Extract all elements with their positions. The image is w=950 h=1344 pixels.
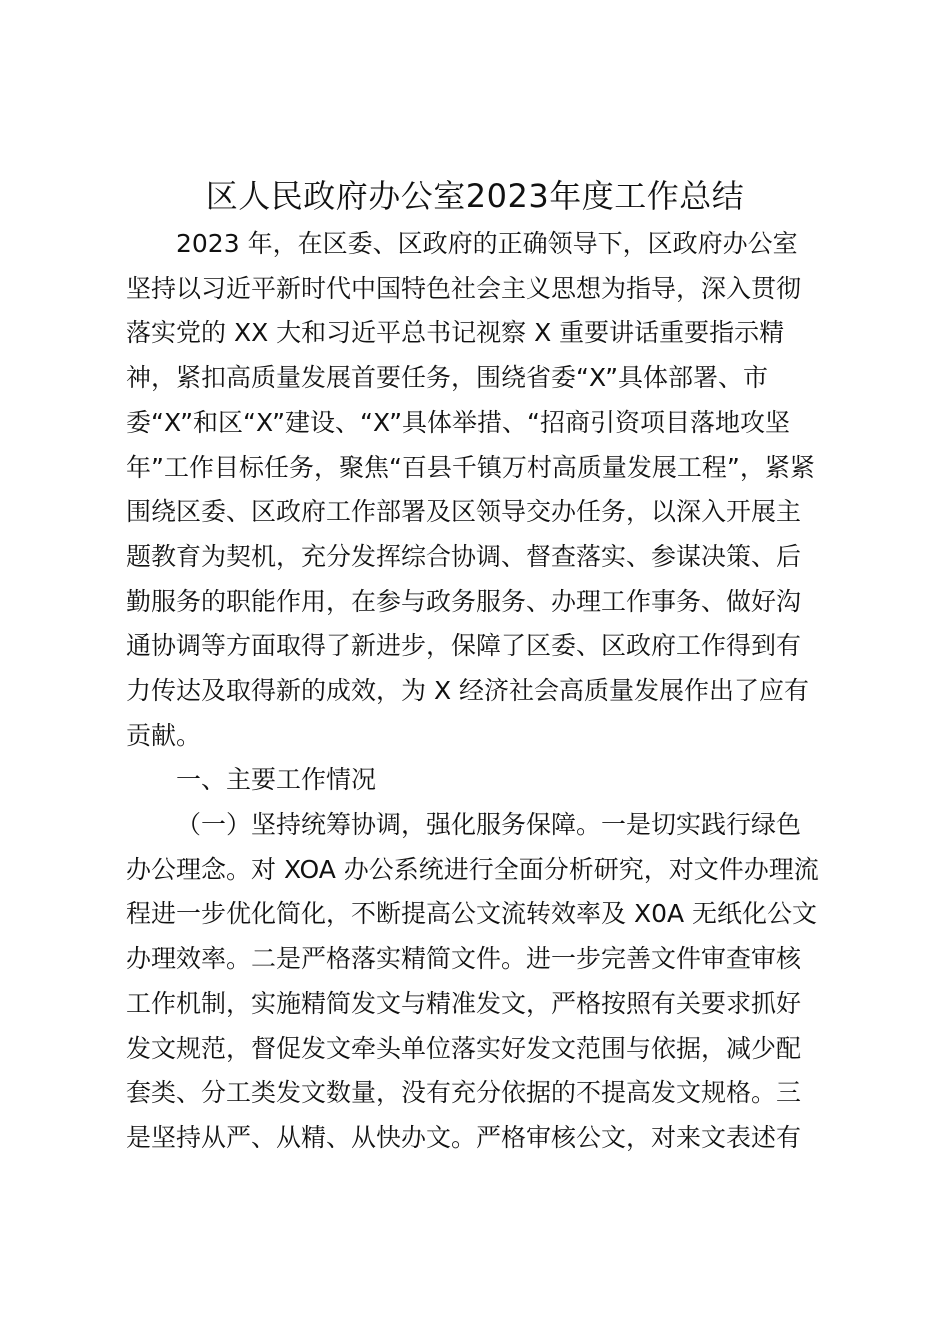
text-line: 是坚持从严、从精、从快办文。严格审核公文，对来文表述有	[126, 1122, 802, 1152]
text-line: 办理效率。二是严格落实精简文件。进一步完善文件审查审核	[126, 944, 802, 974]
text-line: 年”工作目标任务，聚焦“百县千镇万村高质量发展工程”，紧紧	[126, 452, 815, 482]
section-heading: 一、主要工作情况	[176, 765, 377, 794]
text-line: （一）坚持统筹协调，强化服务保障。一是切实践行绿色	[176, 810, 802, 839]
text-line: 勤服务的职能作用，在参与政务服务、办理工作事务、做好沟	[126, 586, 802, 616]
text-line: 力传达及取得新的成效，为 X 经济社会高质量发展作出了应有	[126, 676, 810, 706]
text-line: 贡献。	[126, 720, 202, 750]
text-line: 工作机制，实施精简发文与精准发文，严格按照有关要求抓好	[126, 988, 802, 1018]
text-line: 套类、分工类发文数量，没有充分依据的不提高发文规格。三	[126, 1078, 802, 1108]
text-line: 程进一步优化简化，不断提高公文流转效率及 X0A 无纸化公文	[126, 899, 818, 929]
document-title: 区人民政府办公室2023年度工作总结	[205, 177, 745, 215]
text-line: 通协调等方面取得了新进步，保障了区委、区政府工作得到有	[126, 631, 802, 661]
text-line: 坚持以习近平新时代中国特色社会主义思想为指导，深入贯彻	[126, 273, 802, 303]
paragraph-intro	[126, 222, 834, 758]
section-heading-block	[126, 758, 834, 803]
text-line: 2023 年，在区委、区政府的正确领导下，区政府办公室	[176, 229, 798, 258]
text-line: 委“X”和区“X”建设、“X”具体举措、“招商引资项目落地攻坚	[126, 407, 791, 437]
text-line: 围绕区委、区政府工作部署及区领导交办任务，以深入开展主	[126, 497, 802, 527]
text-line: 神，紧扣高质量发展首要任务，围绕省委“X”具体部署、市	[126, 363, 769, 393]
paragraph-section-1	[126, 803, 834, 1161]
text-line: 落实党的 XX 大和习近平总书记视察 X 重要讲话重要指示精	[126, 318, 785, 348]
text-line: 发文规范，督促发文牵头单位落实好发文范围与依据，减少配	[126, 1033, 802, 1063]
text-line: 办公理念。对 XOA 办公系统进行全面分析研究，对文件办理流	[126, 854, 819, 884]
text-line: 题教育为契机，充分发挥综合协调、督查落实、参谋决策、后	[126, 541, 802, 571]
